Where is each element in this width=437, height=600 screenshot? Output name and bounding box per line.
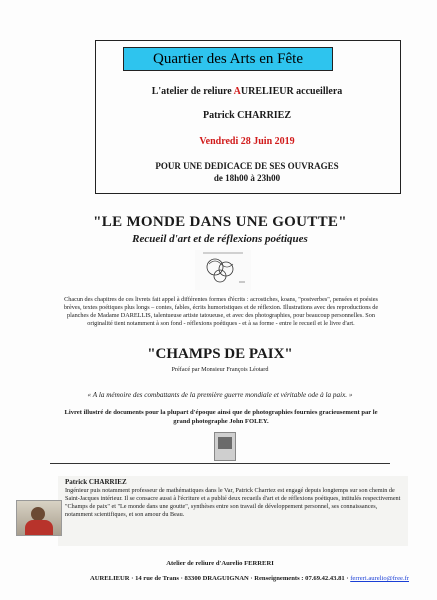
section-divider [50,463,390,464]
author-photo-head [31,507,45,521]
dedication-line-1: POUR UNE DEDICACE DE SES OUVRAGES [155,161,339,171]
footer-contact [90,575,410,582]
book1-cover-image [195,250,251,290]
atelier-highlight: A [233,86,241,97]
book1-cover-bg [195,250,251,290]
book2-description: Livret illustré de documents pour la plupart d'époque ainsi que de photographies fournies gracieusement par le grand photographe John FOLEY. [64,409,378,425]
bio-text: Ingénieur puis notamment professeur de mathématiques dans le Var, Patrick Charriez est engagé depuis longtemps sur son chemin de Saint-Jacques intérieur. Il se consacre aussi à l'écriture et a publié deux recueils d'art et de réflexions poétiques, intitulés respectivement "Champs de paix" et "Le monde dans une goutte", synthèses entre son travail de développement personnel, ses connaissances, notamment scientifiques, et son amour du Beau. [65,487,401,518]
book2-cover-photo [218,437,232,449]
book2-preface: Préfacé par Monsieur François Léotard [171,366,269,373]
book2-title: "CHAMPS DE PAIX" [147,346,293,362]
atelier-prefix: L'atelier de reliure [151,86,234,97]
book2-quote: « A la mémoire des combattants de la première guerre mondiale et véritable ode à la paix. » [87,391,353,399]
footer-address: AURELIEUR · 14 rue de Trans · 83300 DRAGUIGNAN · Renseignements : 07.69.42.43.81 · [90,575,351,582]
book1-subtitle: Recueil d'art et de réflexions poétiques [132,233,308,245]
author-photo [16,500,62,536]
footer-atelier: Atelier de reliure d'Aurelio FERRERI [166,560,274,567]
guest-name: Patrick CHARRIEZ [202,110,292,121]
author-photo-shirt [25,520,53,536]
atelier-line [95,86,399,97]
event-date: Vendredi 28 Juin 2019 [199,136,295,147]
footer-email-link[interactable]: ferreri.aurelio@free.fr [350,575,409,582]
atelier-rest: URELIEUR accueillera [240,86,343,97]
book1-title: "LE MONDE DANS UNE GOUTTE" [93,214,347,230]
bio-name: Patrick CHARRIEZ [65,478,127,486]
dedication-line-2: de 18h00 à 23h00 [213,173,281,183]
banner-title: Quartier des Arts en Fête [123,47,333,71]
book1-description: Chacun des chapitres de ces livrets fait appel à différentes formes d'écrits : acrostiches, koans, "postverbes", pensées et poésies brèves, textes poétiques plus longs – contes, fables, écrits humoristiques et de réflexion. Illustrations avec des reproductions de planches de Madame DARELLIS, talentueuse artiste tatoueuse, et avec des photographies, pour beaucoup personnelles. Son originalité tient notamment à son fond - réflexions poétiques - et à sa forme - entre le recueil et le livre d'art. [63,296,379,327]
book2-cover-image [214,432,236,461]
